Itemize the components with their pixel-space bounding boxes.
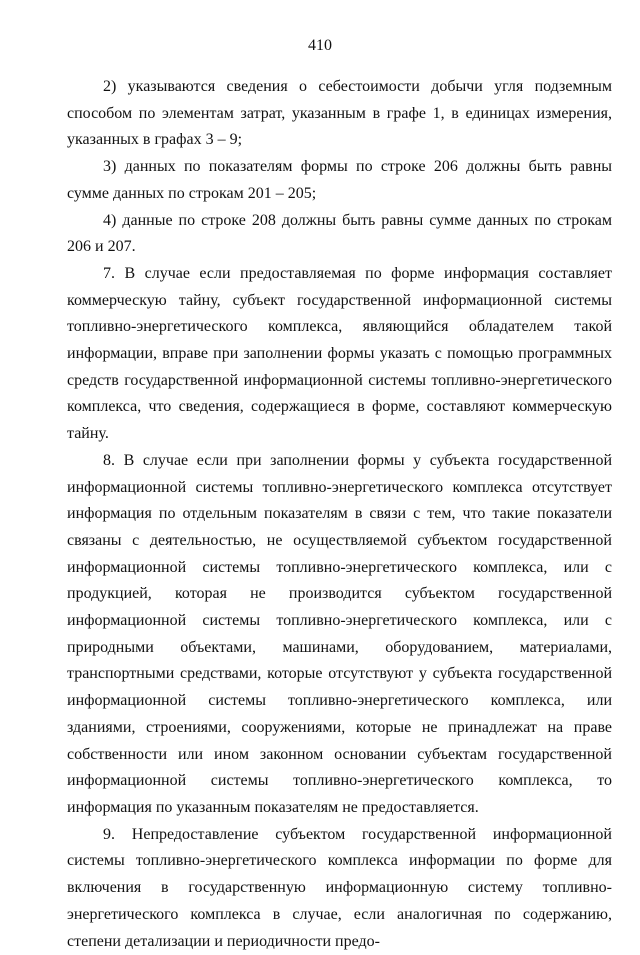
paragraph-9: 9. Непредоставление субъектом государственной информационной системы топливно-энергетического комплекса информации по форме для включения в государственную информационную систему топливно-энергетического комплекса в случае, если аналогичная по содержанию, степени детализации и периодичности предо- bbox=[67, 825, 612, 950]
paragraph-item-2: 2) указываются сведения о себестоимости добычи угля подземным способом по элементам затрат, указанным в графе 1, в единицах измерения, указанных в графах 3 – 9; bbox=[67, 78, 612, 149]
paragraph-7: 7. В случае если предоставляемая по форме информация составляет коммерческую тайну, субъект государственной информационной системы топливно-энергетического комплекса, являющийся обладателем такой информации, вправе при заполнении формы указать с помощью программных средств государственной информационной системы топливно-энергетического комплекса, что сведения, содержащиеся в форме, составляют коммерческую тайну. bbox=[67, 264, 612, 443]
paragraph-item-4: 4) данные по строке 208 должны быть равны сумме данных по строкам 206 и 207. bbox=[67, 211, 612, 256]
paragraph-8: 8. В случае если при заполнении формы у субъекта государственной информационной системы топливно-энергетического комплекса отсутствует информация по отдельным показателям в связи с тем, что такие показатели связаны с деятельностью, не осуществляемой субъектом государственной информационной системы топливно-энергетического комплекса, или с продукцией, которая не производится субъектом государственной информационной системы топливно-энергетического комплекса, или с природными объектами, машинами, оборудованием, материалами, транспортными средствами, которые отсутствуют у субъекта государственной информационной системы топливно-энергетического комплекса, или зданиями, строениями, сооружениями, которые не принадлежат на праве собственности или ином законном основании субъектам государственной информационной системы топливно-энергетического комплекса, то информация по указанным показателям не предоставляется. bbox=[67, 451, 612, 816]
paragraph-item-3: 3) данных по показателям формы по строке 206 должны быть равны сумме данных по строкам 201 – 205; bbox=[67, 158, 612, 202]
document-body bbox=[67, 74, 612, 955]
page-number: 410 bbox=[308, 37, 332, 54]
